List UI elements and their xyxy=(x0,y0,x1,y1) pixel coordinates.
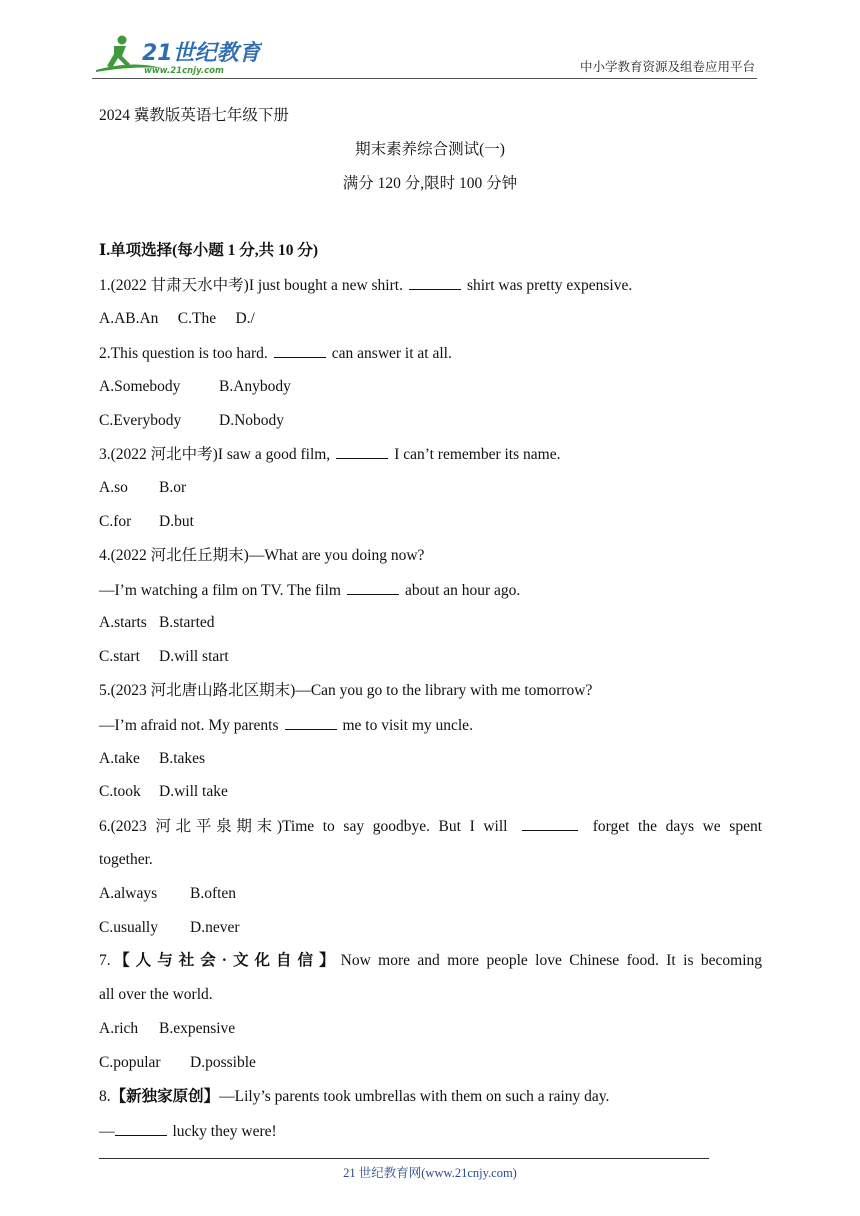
footer-divider xyxy=(99,1158,709,1159)
q5-options-row1 xyxy=(99,749,205,769)
q7-stem: Now more and more people love Chinese food. It is becoming xyxy=(340,952,763,969)
q3-stem: 3.(2022 河北中考)I saw a good film, xyxy=(99,446,331,463)
option: B.started xyxy=(159,614,215,631)
q2-stem-end: can answer it at all. xyxy=(331,345,452,362)
q2-stem: 2.This question is too hard. xyxy=(99,345,268,362)
option: C.took xyxy=(99,783,141,800)
option: B.often xyxy=(190,885,237,902)
q6-stem-end: forget the days we spent xyxy=(592,818,763,835)
option: C.usually xyxy=(99,919,158,936)
q1-stem-end: shirt was pretty expensive. xyxy=(466,277,633,294)
answer-blank xyxy=(336,444,388,459)
option: D.will start xyxy=(159,648,229,665)
svg-text:21世纪教育: 21世纪教育 xyxy=(142,41,261,66)
q6-options-row2 xyxy=(99,918,240,938)
header-platform-text: 中小学教育资源及组卷应用平台 xyxy=(579,59,755,74)
q1-options xyxy=(99,309,255,329)
q7-options-row2 xyxy=(99,1053,256,1073)
q2-options-row1 xyxy=(99,377,291,397)
q4-options-row2 xyxy=(99,647,229,667)
option: B.or xyxy=(159,479,187,496)
question-5-line2 xyxy=(99,715,473,736)
q7-number: 7. xyxy=(99,952,111,969)
q1-stem: 1.(2022 甘肃天水中考)I just bought a new shirt. xyxy=(99,277,403,294)
answer-blank xyxy=(409,275,461,290)
footer-text: 21 世纪教育网(www.21cnjy.com) xyxy=(343,1166,517,1180)
q8-dash: — xyxy=(99,1123,115,1140)
q3-stem-end: I can’t remember its name. xyxy=(394,446,561,463)
q5-options-row2 xyxy=(99,782,228,802)
option: A.rich xyxy=(99,1020,139,1037)
question-1 xyxy=(99,275,632,296)
option: A.take xyxy=(99,750,140,767)
question-6 xyxy=(99,816,762,837)
option: D.will take xyxy=(159,783,228,800)
q6-options-row1 xyxy=(99,884,236,904)
q4-options-row1 xyxy=(99,613,215,633)
question-8-line2 xyxy=(99,1121,277,1142)
question-7-line2: all over the world. xyxy=(99,986,213,1003)
answer-blank xyxy=(274,343,326,358)
q3-options-row2 xyxy=(99,512,194,532)
option: D.but xyxy=(159,513,194,530)
svg-text:www.21cnjy.com: www.21cnjy.com xyxy=(144,66,224,76)
q5-stem: —I’m afraid not. My parents xyxy=(99,717,279,734)
q6-stem: 6.(2023 河北平泉期末)Time to say goodbye. But I will xyxy=(99,818,508,835)
option: A.AB.An xyxy=(99,310,159,327)
page-header xyxy=(92,32,757,79)
option: A.so xyxy=(99,479,128,496)
question-7 xyxy=(99,951,762,971)
q2-options-row2 xyxy=(99,411,284,431)
question-3 xyxy=(99,444,560,465)
exam-subtitle: 满分 120 分,限时 100 分钟 xyxy=(342,175,518,192)
q8-stem: —Lily’s parents took umbrellas with them on such a rainy day. xyxy=(219,1088,610,1105)
question-6-line2: together. xyxy=(99,851,153,868)
option: D.possible xyxy=(190,1054,256,1071)
option: C.popular xyxy=(99,1054,161,1071)
option: C.for xyxy=(99,513,132,530)
q4-stem-end: about an hour ago. xyxy=(404,582,521,599)
q4-stem: —I’m watching a film on TV. The film xyxy=(99,582,341,599)
book-title: 2024 冀教版英语七年级下册 xyxy=(99,107,289,124)
q8-number: 8. xyxy=(99,1088,111,1105)
option: A.always xyxy=(99,885,158,902)
option: C.start xyxy=(99,648,140,665)
q8-stem-end: lucky they were! xyxy=(172,1123,277,1140)
q8-tag: 【新独家原创】 xyxy=(110,1088,220,1105)
question-5: 5.(2023 河北唐山路北区期末)—Can you go to the library with me tomorrow? xyxy=(99,682,593,699)
option: A.starts xyxy=(99,614,147,631)
option: D.never xyxy=(190,919,240,936)
answer-blank xyxy=(285,715,337,730)
q3-options-row1 xyxy=(99,478,186,498)
option: D./ xyxy=(235,310,255,327)
answer-blank xyxy=(115,1121,167,1136)
question-8 xyxy=(99,1087,609,1107)
option: D.Nobody xyxy=(219,412,285,429)
option: C.Everybody xyxy=(99,412,182,429)
option: A.Somebody xyxy=(99,378,181,395)
question-2 xyxy=(99,343,452,364)
exam-title: 期末素养综合测试(一) xyxy=(355,141,505,158)
answer-blank xyxy=(347,580,399,595)
section-heading: Ⅰ.单项选择(每小题 1 分,共 10 分) xyxy=(99,242,319,259)
q5-stem-end: me to visit my uncle. xyxy=(342,717,473,734)
option: B.expensive xyxy=(159,1020,236,1037)
q7-options-row1 xyxy=(99,1019,235,1039)
site-logo xyxy=(92,34,262,76)
option: C.The xyxy=(177,310,217,327)
question-4: 4.(2022 河北任丘期末)—What are you doing now? xyxy=(99,547,425,564)
option: B.takes xyxy=(159,750,206,767)
answer-blank xyxy=(522,816,578,831)
q7-tag: 【人与社会·文化自信】 xyxy=(110,952,341,969)
option: B.Anybody xyxy=(219,378,291,395)
question-4-line2 xyxy=(99,580,520,601)
